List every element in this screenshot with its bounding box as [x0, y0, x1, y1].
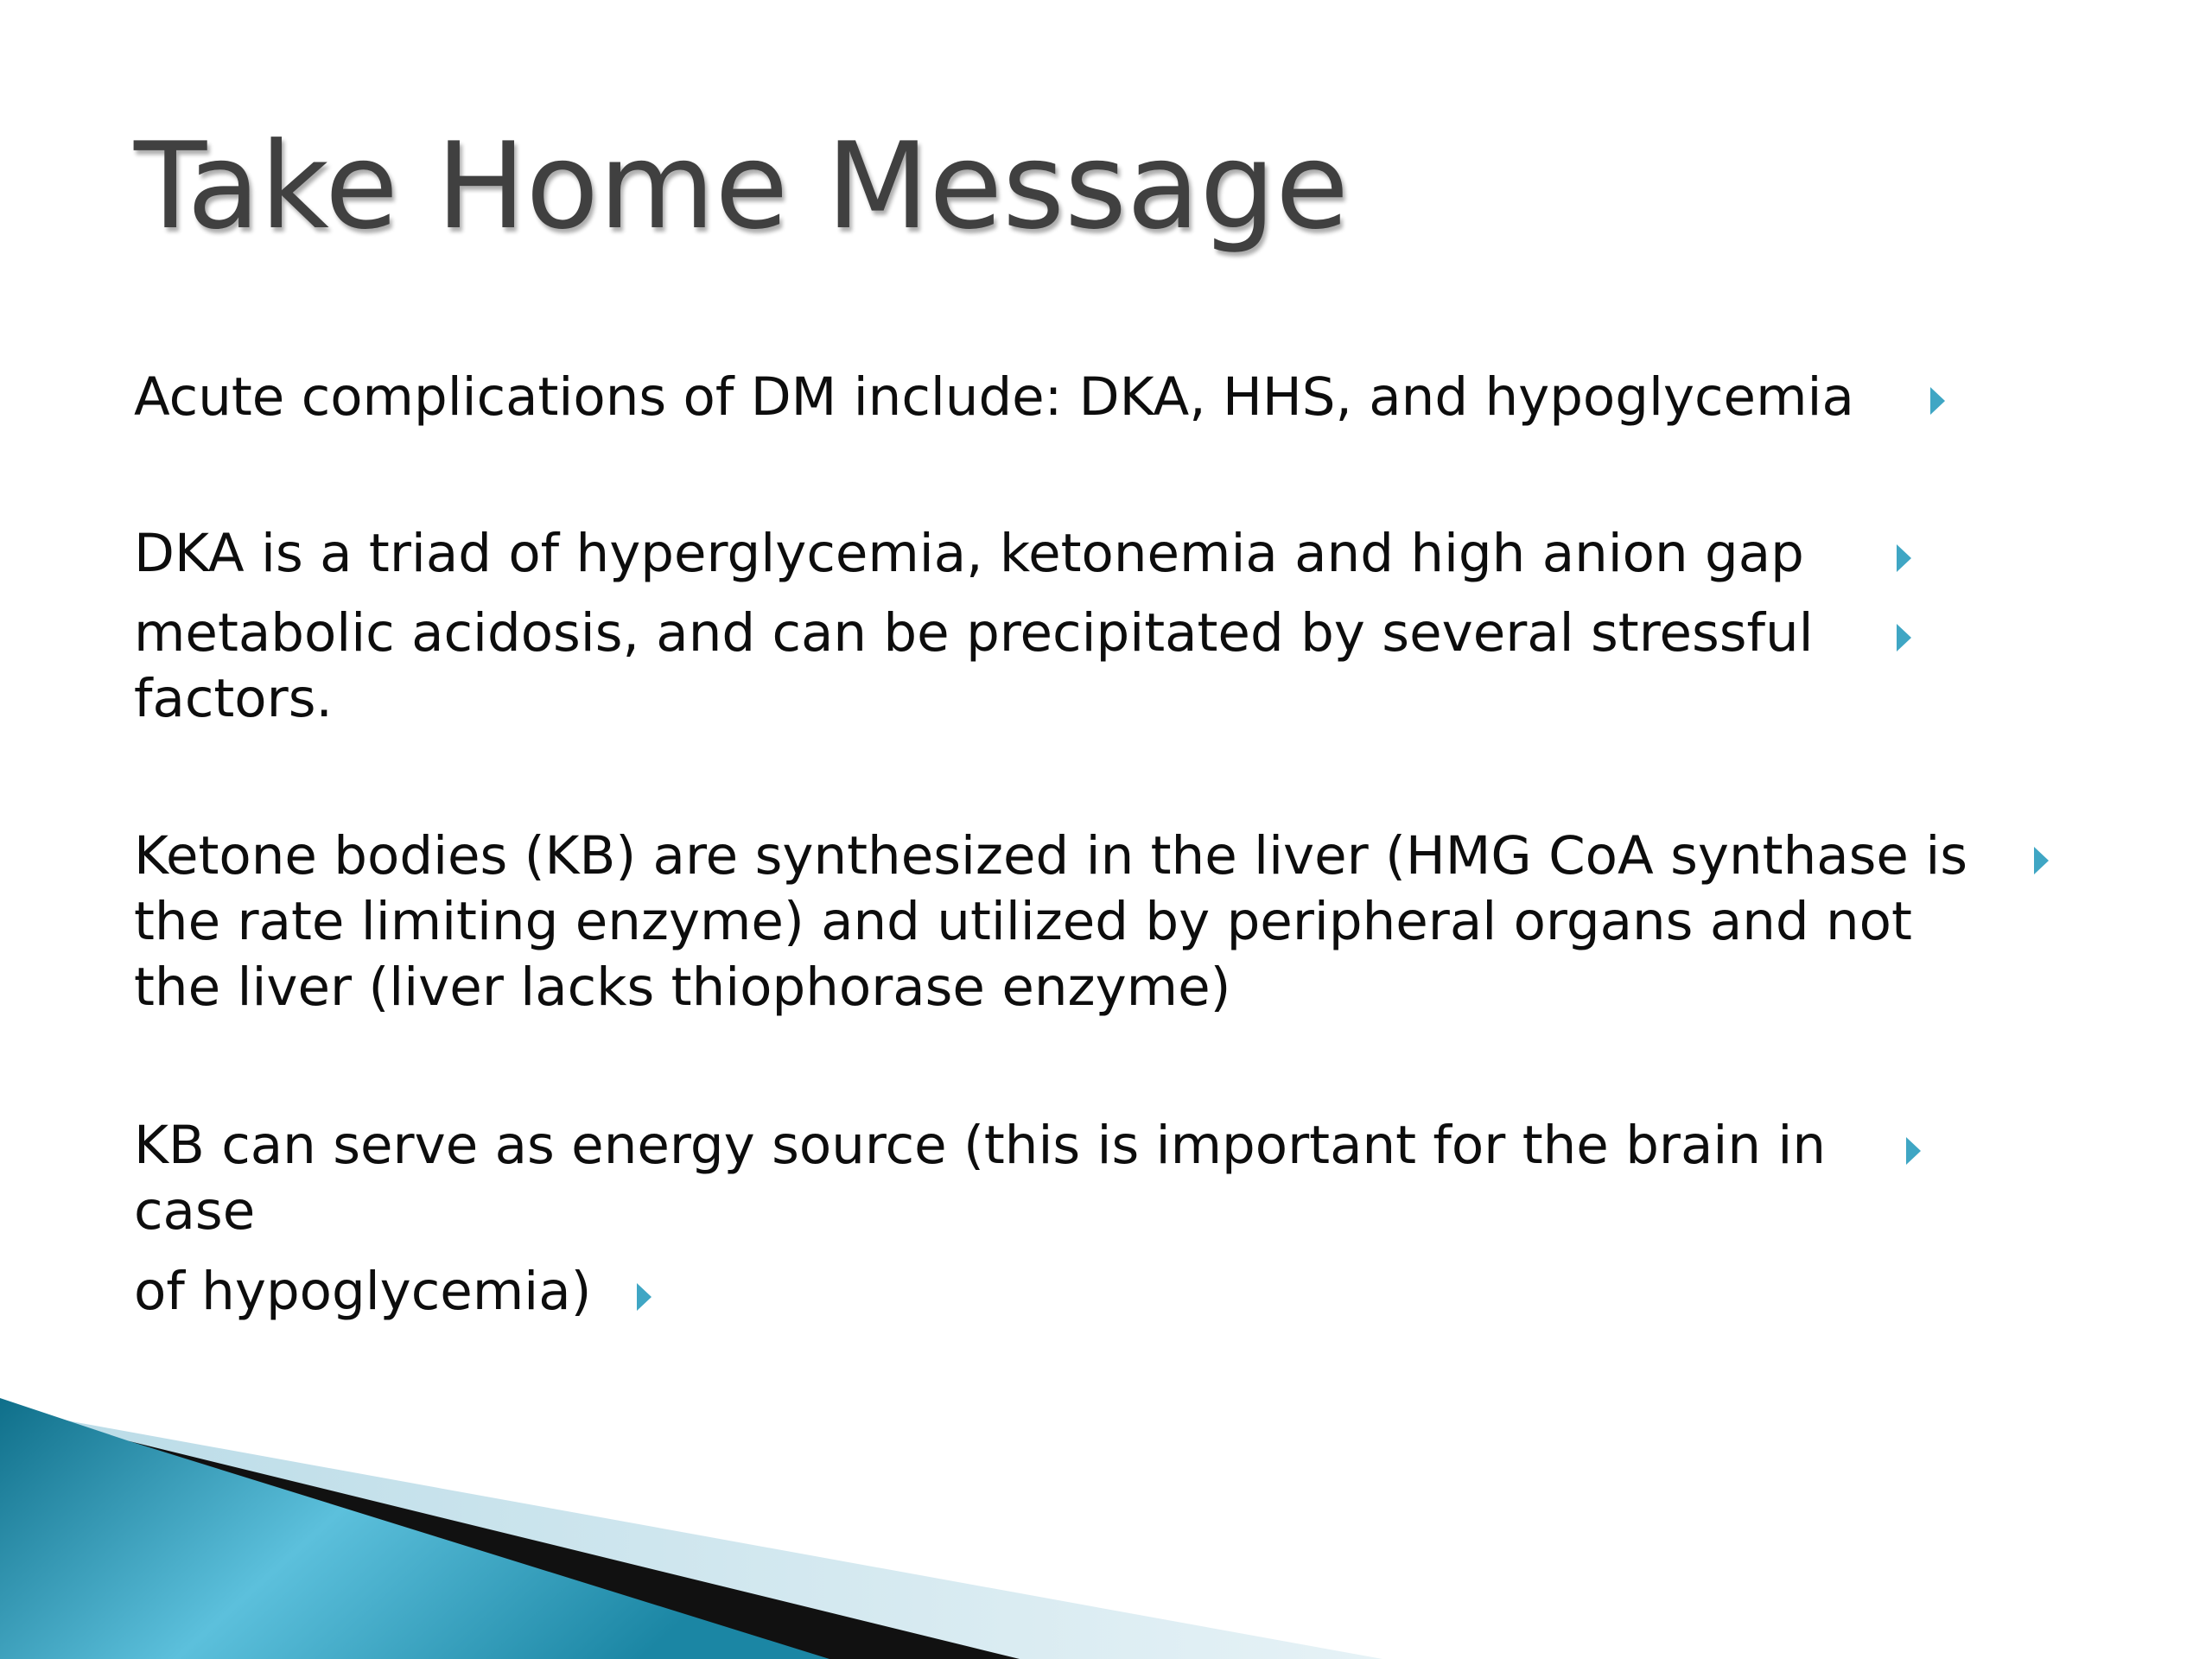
body-line: the rate limiting enzyme) and utilized by peripheral organs and not	[134, 891, 1912, 952]
body-line: case	[134, 1180, 256, 1242]
body-line: of hypoglycemia)	[134, 1261, 592, 1322]
triangle-right-icon	[1906, 1137, 1921, 1165]
body-line: Ketone bodies (KB) are synthesized in the liver (HMG CoA synthase is	[134, 825, 1968, 887]
body-line: factors.	[134, 668, 333, 729]
body-line: KB can serve as energy source (this is important for the brain in	[134, 1115, 1826, 1176]
triangle-right-icon	[637, 1283, 652, 1311]
body-line: DKA is a triad of hyperglycemia, ketonemia and high anion gap	[134, 523, 1804, 584]
slide-title: Take Home Message	[134, 117, 1350, 256]
triangle-right-icon	[1930, 387, 1945, 415]
triangle-right-icon	[2034, 847, 2049, 874]
triangle-right-icon	[1897, 544, 1911, 572]
body-line: metabolic acidosis, and can be precipitated by several stressful	[134, 602, 1814, 664]
triangle-right-icon	[1897, 624, 1911, 652]
body-line: Acute complications of DM include: DKA, HHS, and hypoglycemia	[134, 366, 1854, 428]
body-line: the liver (liver lacks thiophorase enzyme)	[134, 957, 1231, 1018]
